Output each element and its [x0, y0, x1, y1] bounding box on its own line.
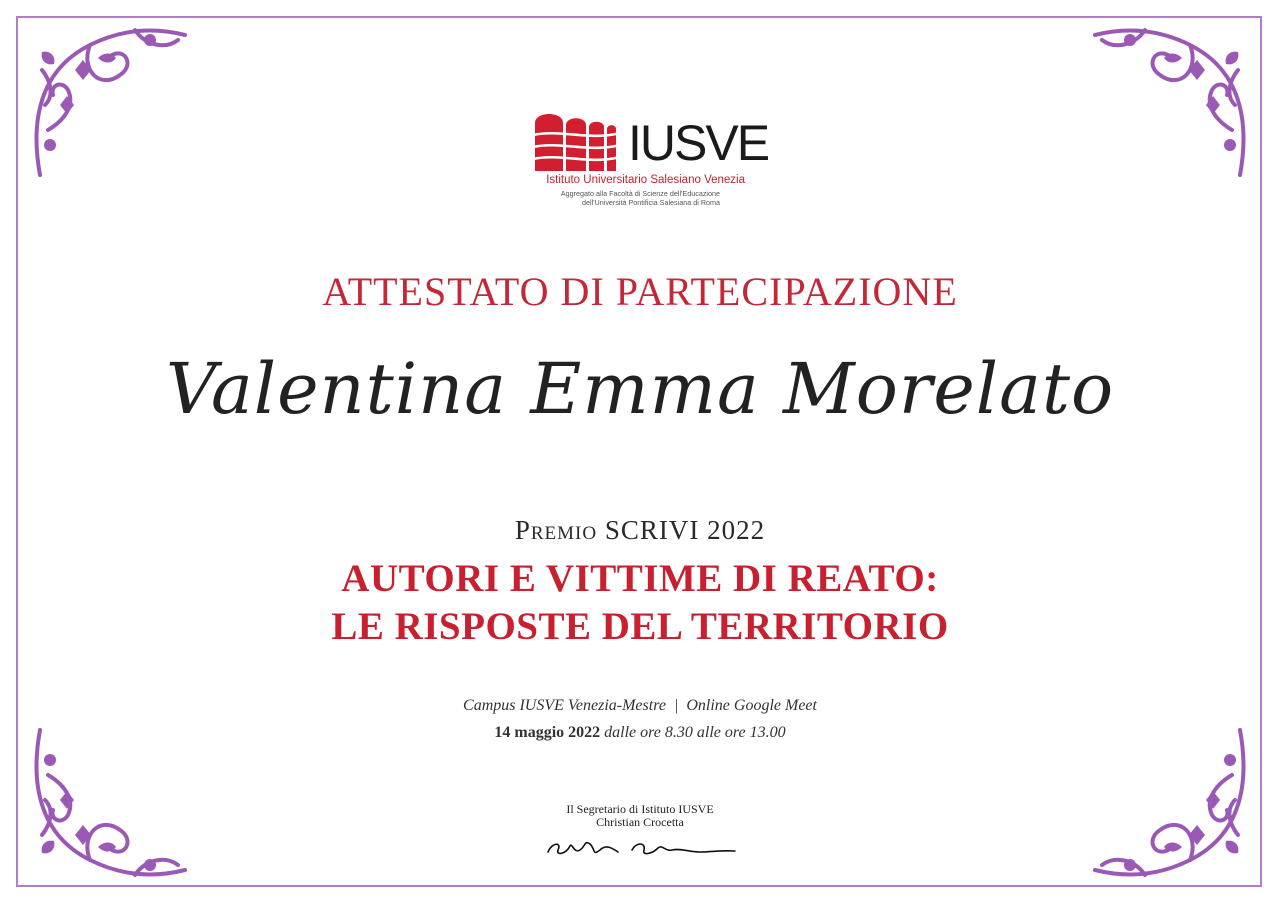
signer-role: Il Segretario di Istituto IUSVE — [566, 802, 714, 816]
event-title-line-1: AUTORI E VITTIME DI REATO: — [341, 557, 939, 600]
affiliation-line-1: Aggregato alla Facoltà di Scienze dell'Educazione — [560, 189, 720, 198]
event-date: 14 maggio 2022 — [494, 724, 601, 741]
event-venue: Campus IUSVE Venezia-Mestre | Online Google Meet — [463, 697, 817, 714]
handwritten-signature — [540, 832, 740, 862]
event-date-line — [0, 724, 1280, 742]
affiliation-note — [530, 189, 720, 207]
award-name: Premio SCRIVI 2022 — [514, 515, 766, 545]
certificate-title: ATTESTATO DI PARTECIPAZIONE — [322, 269, 958, 314]
event-title-line-2: LE RISPOSTE DEL TERRITORIO — [331, 605, 949, 648]
signer-name: Christian Crocetta — [596, 815, 684, 829]
floral-ornament-top-right-icon — [1090, 10, 1260, 180]
institution-name: Istituto Universitario Salesiano Venezia — [546, 174, 745, 186]
iusve-logo-icon — [530, 105, 630, 173]
iusve-wordmark: IUSVE — [628, 115, 769, 171]
event-time: dalle ore 8.30 alle ore 13.00 — [604, 724, 786, 741]
floral-ornament-top-left-icon — [20, 10, 190, 180]
iusve-logo — [530, 105, 769, 215]
affiliation-line-2: dell'Università Pontificia Salesiana di Roma — [581, 198, 720, 207]
recipient-name: Valentina Emma Morelato — [165, 348, 1115, 430]
